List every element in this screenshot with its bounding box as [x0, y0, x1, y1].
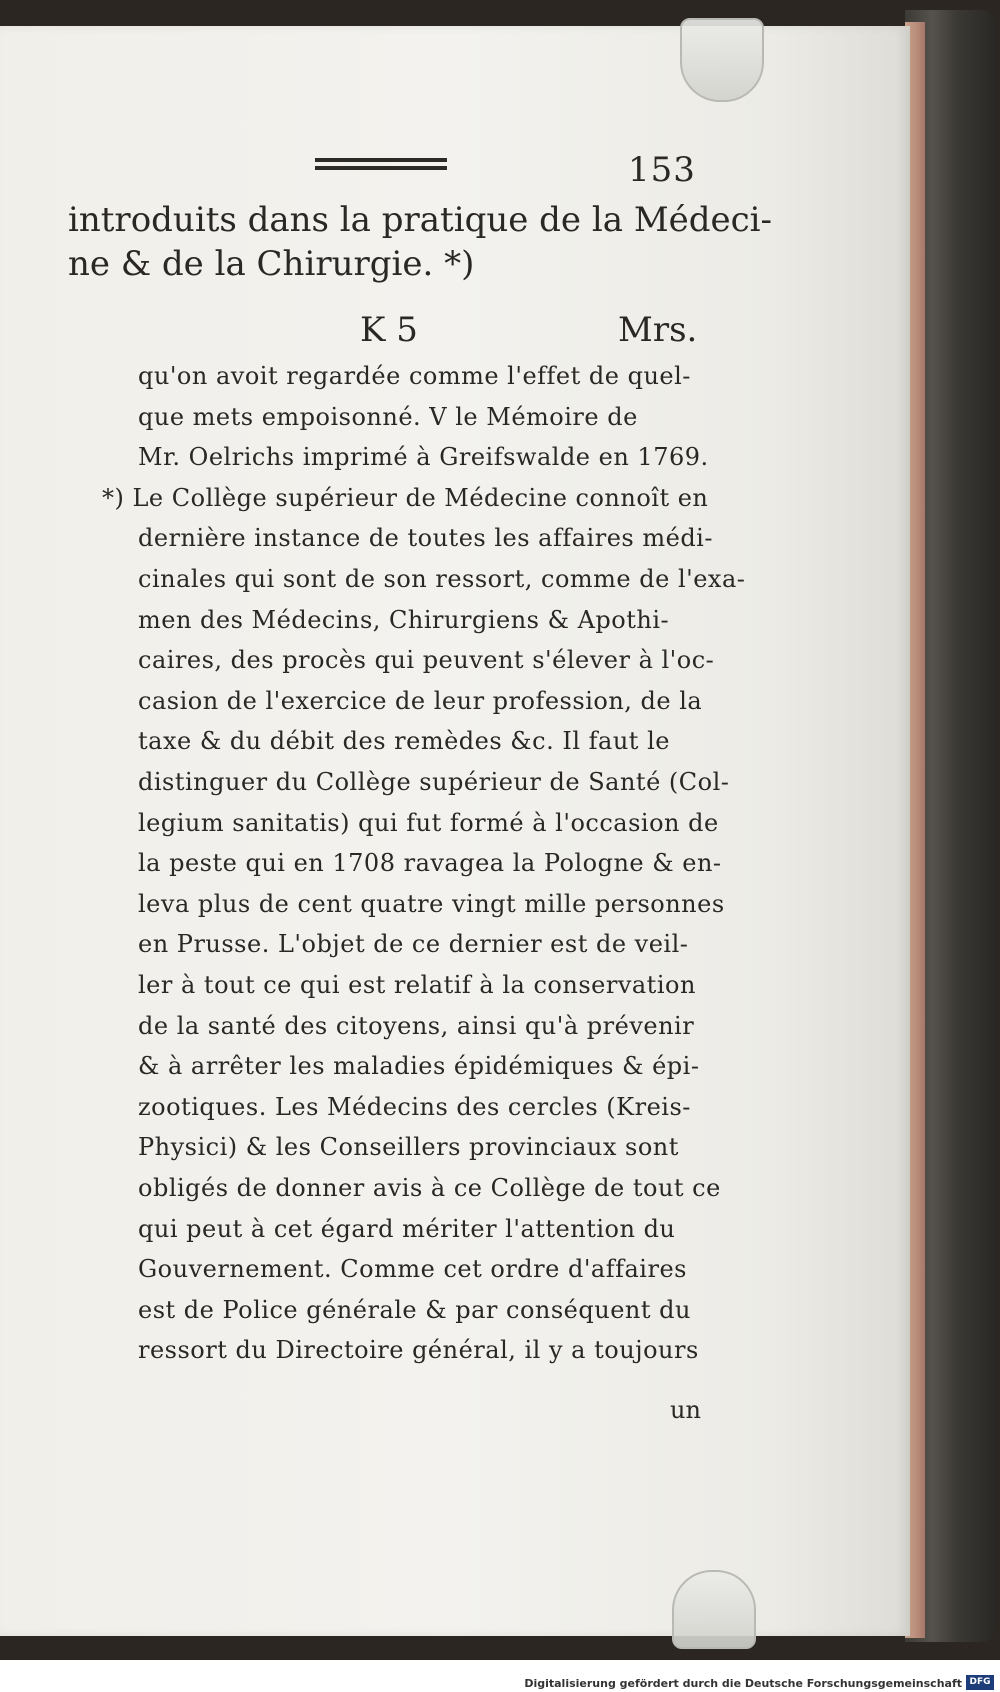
page-clip-top — [680, 18, 764, 102]
footnote-line: leva plus de cent quatre vingt mille personnes — [138, 890, 725, 918]
footer-credit: Digitalisierung gefördert durch die Deutsche Forschungsgemeinschaft — [524, 1677, 962, 1690]
footnote-line: dernière instance de toutes les affaires médi- — [138, 524, 713, 552]
footnote-line: ressort du Directoire général, il y a toujours — [138, 1336, 699, 1364]
footnote-line: Physici) & les Conseillers provinciaux sont — [138, 1133, 679, 1161]
footnote-line: de la santé des citoyens, ainsi qu'à prévenir — [138, 1012, 695, 1040]
footnote-line: zootiques. Les Médecins des cercles (Kreis- — [138, 1093, 691, 1121]
catchword-bottom: un — [670, 1396, 701, 1424]
footnote-line: qui peut à cet égard mériter l'attention du — [138, 1215, 676, 1243]
page-number: 153 — [628, 150, 696, 190]
catchword-top: Mrs. — [618, 310, 698, 350]
footnote-line: cinales qui sont de son ressort, comme de l'exa- — [138, 565, 746, 593]
footnote-line: qu'on avoit regardée comme l'effet de quel- — [138, 362, 691, 390]
footnote-line: ler à tout ce qui est relatif à la conservation — [138, 971, 696, 999]
signature-mark: K 5 — [360, 310, 418, 350]
footnote-line: la peste qui en 1708 ravagea la Pologne & en- — [138, 849, 722, 877]
page-clip-bottom — [672, 1570, 756, 1649]
footnote-line: legium sanitatis) qui fut formé à l'occasion de — [138, 809, 719, 837]
footnote-line: men des Médecins, Chirurgiens & Apothi- — [138, 606, 670, 634]
footnote-line: Gouvernement. Comme cet ordre d'affaires — [138, 1255, 687, 1283]
heading-line: ne & de la Chirurgie. *) — [68, 244, 475, 284]
footnote-line: obligés de donner avis à ce Collège de tout ce — [138, 1174, 721, 1202]
heading-line: introduits dans la pratique de la Médeci- — [68, 200, 773, 240]
header-rule — [315, 158, 447, 170]
footnote-line: *) Le Collège supérieur de Médecine connoît en — [102, 484, 709, 512]
footnote-line: est de Police générale & par conséquent du — [138, 1296, 691, 1324]
footnote-line: taxe & du débit des remèdes &c. Il faut le — [138, 727, 670, 755]
footnote-line: Mr. Oelrichs imprimé à Greifswalde en 1769. — [138, 443, 709, 471]
footnote-line: caires, des procès qui peuvent s'élever à l'oc- — [138, 646, 715, 674]
footnote-line: distinguer du Collège supérieur de Santé (Col- — [138, 768, 730, 796]
footnote-line: que mets empoisonné. V le Mémoire de — [138, 403, 638, 431]
dfg-logo: DFG — [966, 1675, 994, 1690]
footnote-line: casion de l'exercice de leur profession, de la — [138, 687, 703, 715]
footnote-line: & à arrêter les maladies épidémiques & épi- — [138, 1052, 700, 1080]
footnote-line: en Prusse. L'objet de ce dernier est de veil- — [138, 930, 689, 958]
